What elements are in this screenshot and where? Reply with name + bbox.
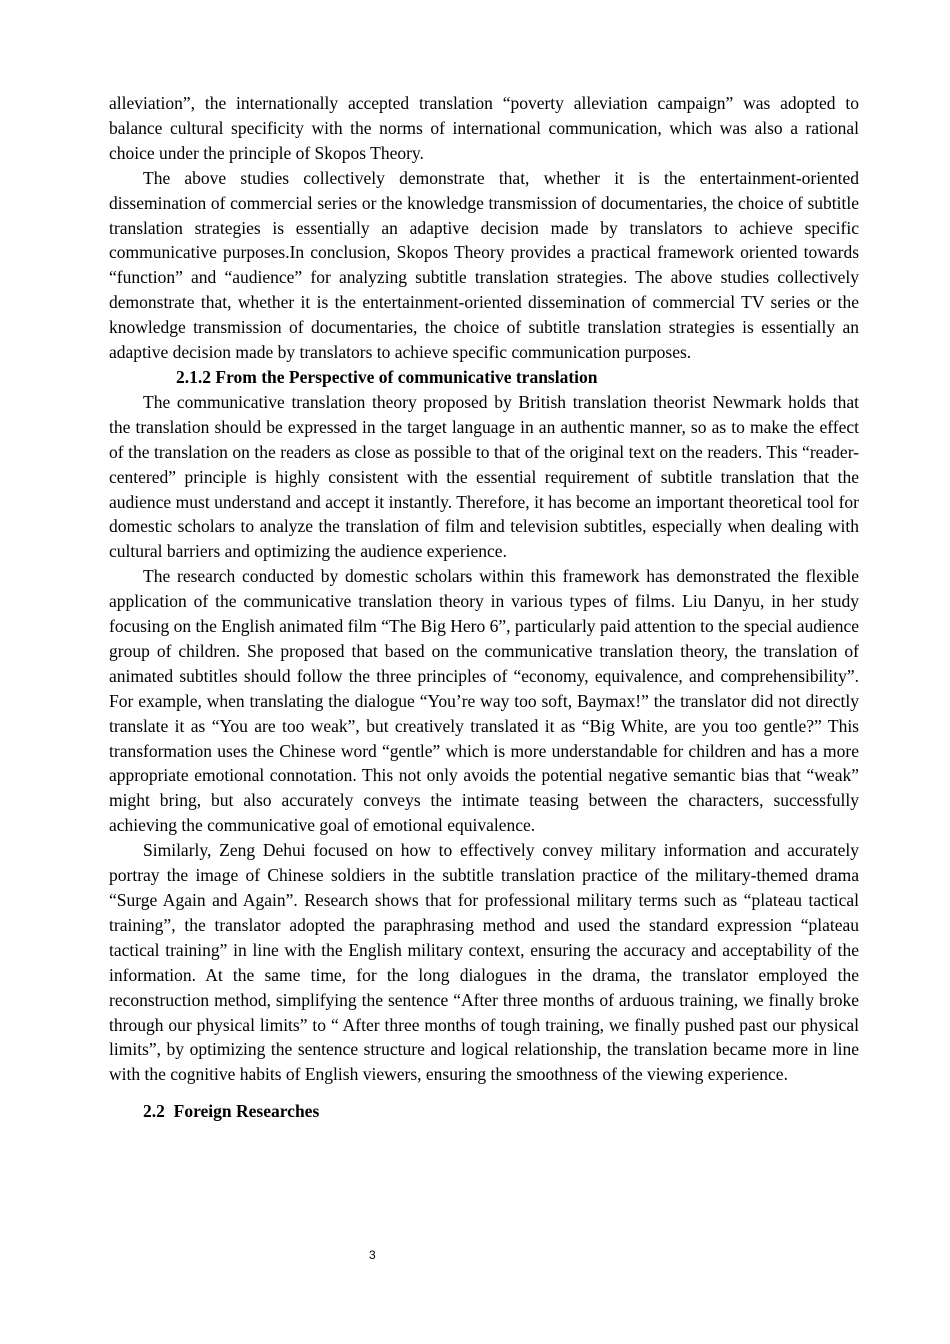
subsection-heading: 2.1.2 From the Perspective of communicative translation xyxy=(176,366,598,387)
body-paragraph: The above studies collectively demonstrate that, whether it is the entertainment-oriented dissemination of commercial series or the knowledge transmission of documentaries, the choice of subtitle translation strategies is essentially an adaptive decision made by translators to achieve specific communicative purposes.In conclusion, Skopos Theory provides a practical framework oriented towards “function” and “audience” for analyzing subtitle translation strategies. The above studies collectively demonstrate that, whether it is the entertainment-oriented dissemination of commercial TV series or the knowledge transmission of documentaries, the choice of subtitle translation strategies is essentially an adaptive decision made by translators to achieve specific communication purposes. xyxy=(109,167,859,363)
page-number: 3 xyxy=(369,1248,376,1262)
body-paragraph: alleviation”, the internationally accepted translation “poverty alleviation campaign” was adopted to balance cultural specificity with the norms of international communication, which was also a rational choice under the principle of Skopos Theory. xyxy=(109,93,859,163)
body-paragraph: Similarly, Zeng Dehui focused on how to effectively convey military information and accurately portray the image of Chinese soldiers in the subtitle translation practice of the military-themed drama “Surge Again and Again”. Research shows that for professional military terms such as “plateau tactical training”, the translator adopted the paraphrasing method and used the standard expression “plateau tactical training” in line with the English military context, ensuring the accuracy and acceptability of the information. At the same time, for the long dialogues in the drama, the translator employed the reconstruction method, simplifying the sentence “After three months of arduous training, we finally broke through our physical limits” to “ After three months of tough training, we finally pushed past our physical limits”, by optimizing the sentence structure and logical relationship, the translation became more in line with the cognitive habits of English viewers, ensuring the smoothness of the viewing experience. xyxy=(109,840,859,1085)
section-heading: 2.2 Foreign Researches xyxy=(143,1101,320,1122)
page-body xyxy=(109,91,859,1124)
body-paragraph: The communicative translation theory proposed by British translation theorist Newmark holds that the translation should be expressed in the target language in an authentic manner, so as to make the effect of the translation on the readers as close as possible to that of the original text on the readers. This “reader-centered” principle is highly consistent with the essential requirement of subtitle translation that the audience must understand and accept it instantly. Therefore, it has become an important theoretical tool for domestic scholars to analyze the translation of film and television subtitles, especially when dealing with cultural barriers and optimizing the audience experience. xyxy=(109,391,859,562)
body-paragraph: The research conducted by domestic scholars within this framework has demonstrated the flexible application of the communicative translation theory in various types of films. Liu Danyu, in her study focusing on the English animated film “The Big Hero 6”, particularly paid attention to the special audience group of children. She proposed that based on the communicative translation theory, the translation of animated subtitles should follow the three principles of “economy, equivalence, and comprehensibility”. For example, when translating the dialogue “You’re way too soft, Baymax!” the translator did not directly translate it as “You are too weak”, but creatively translated it as “Big White, are you too gentle?” This transformation uses the Chinese word “gentle” which is more understandable for children and has a more appropriate emotional connotation. This not only avoids the potential negative semantic bias that “weak” might bring, but also accurately conveys the intimate teasing between the characters, successfully achieving the communicative goal of emotional equivalence. xyxy=(109,566,859,836)
